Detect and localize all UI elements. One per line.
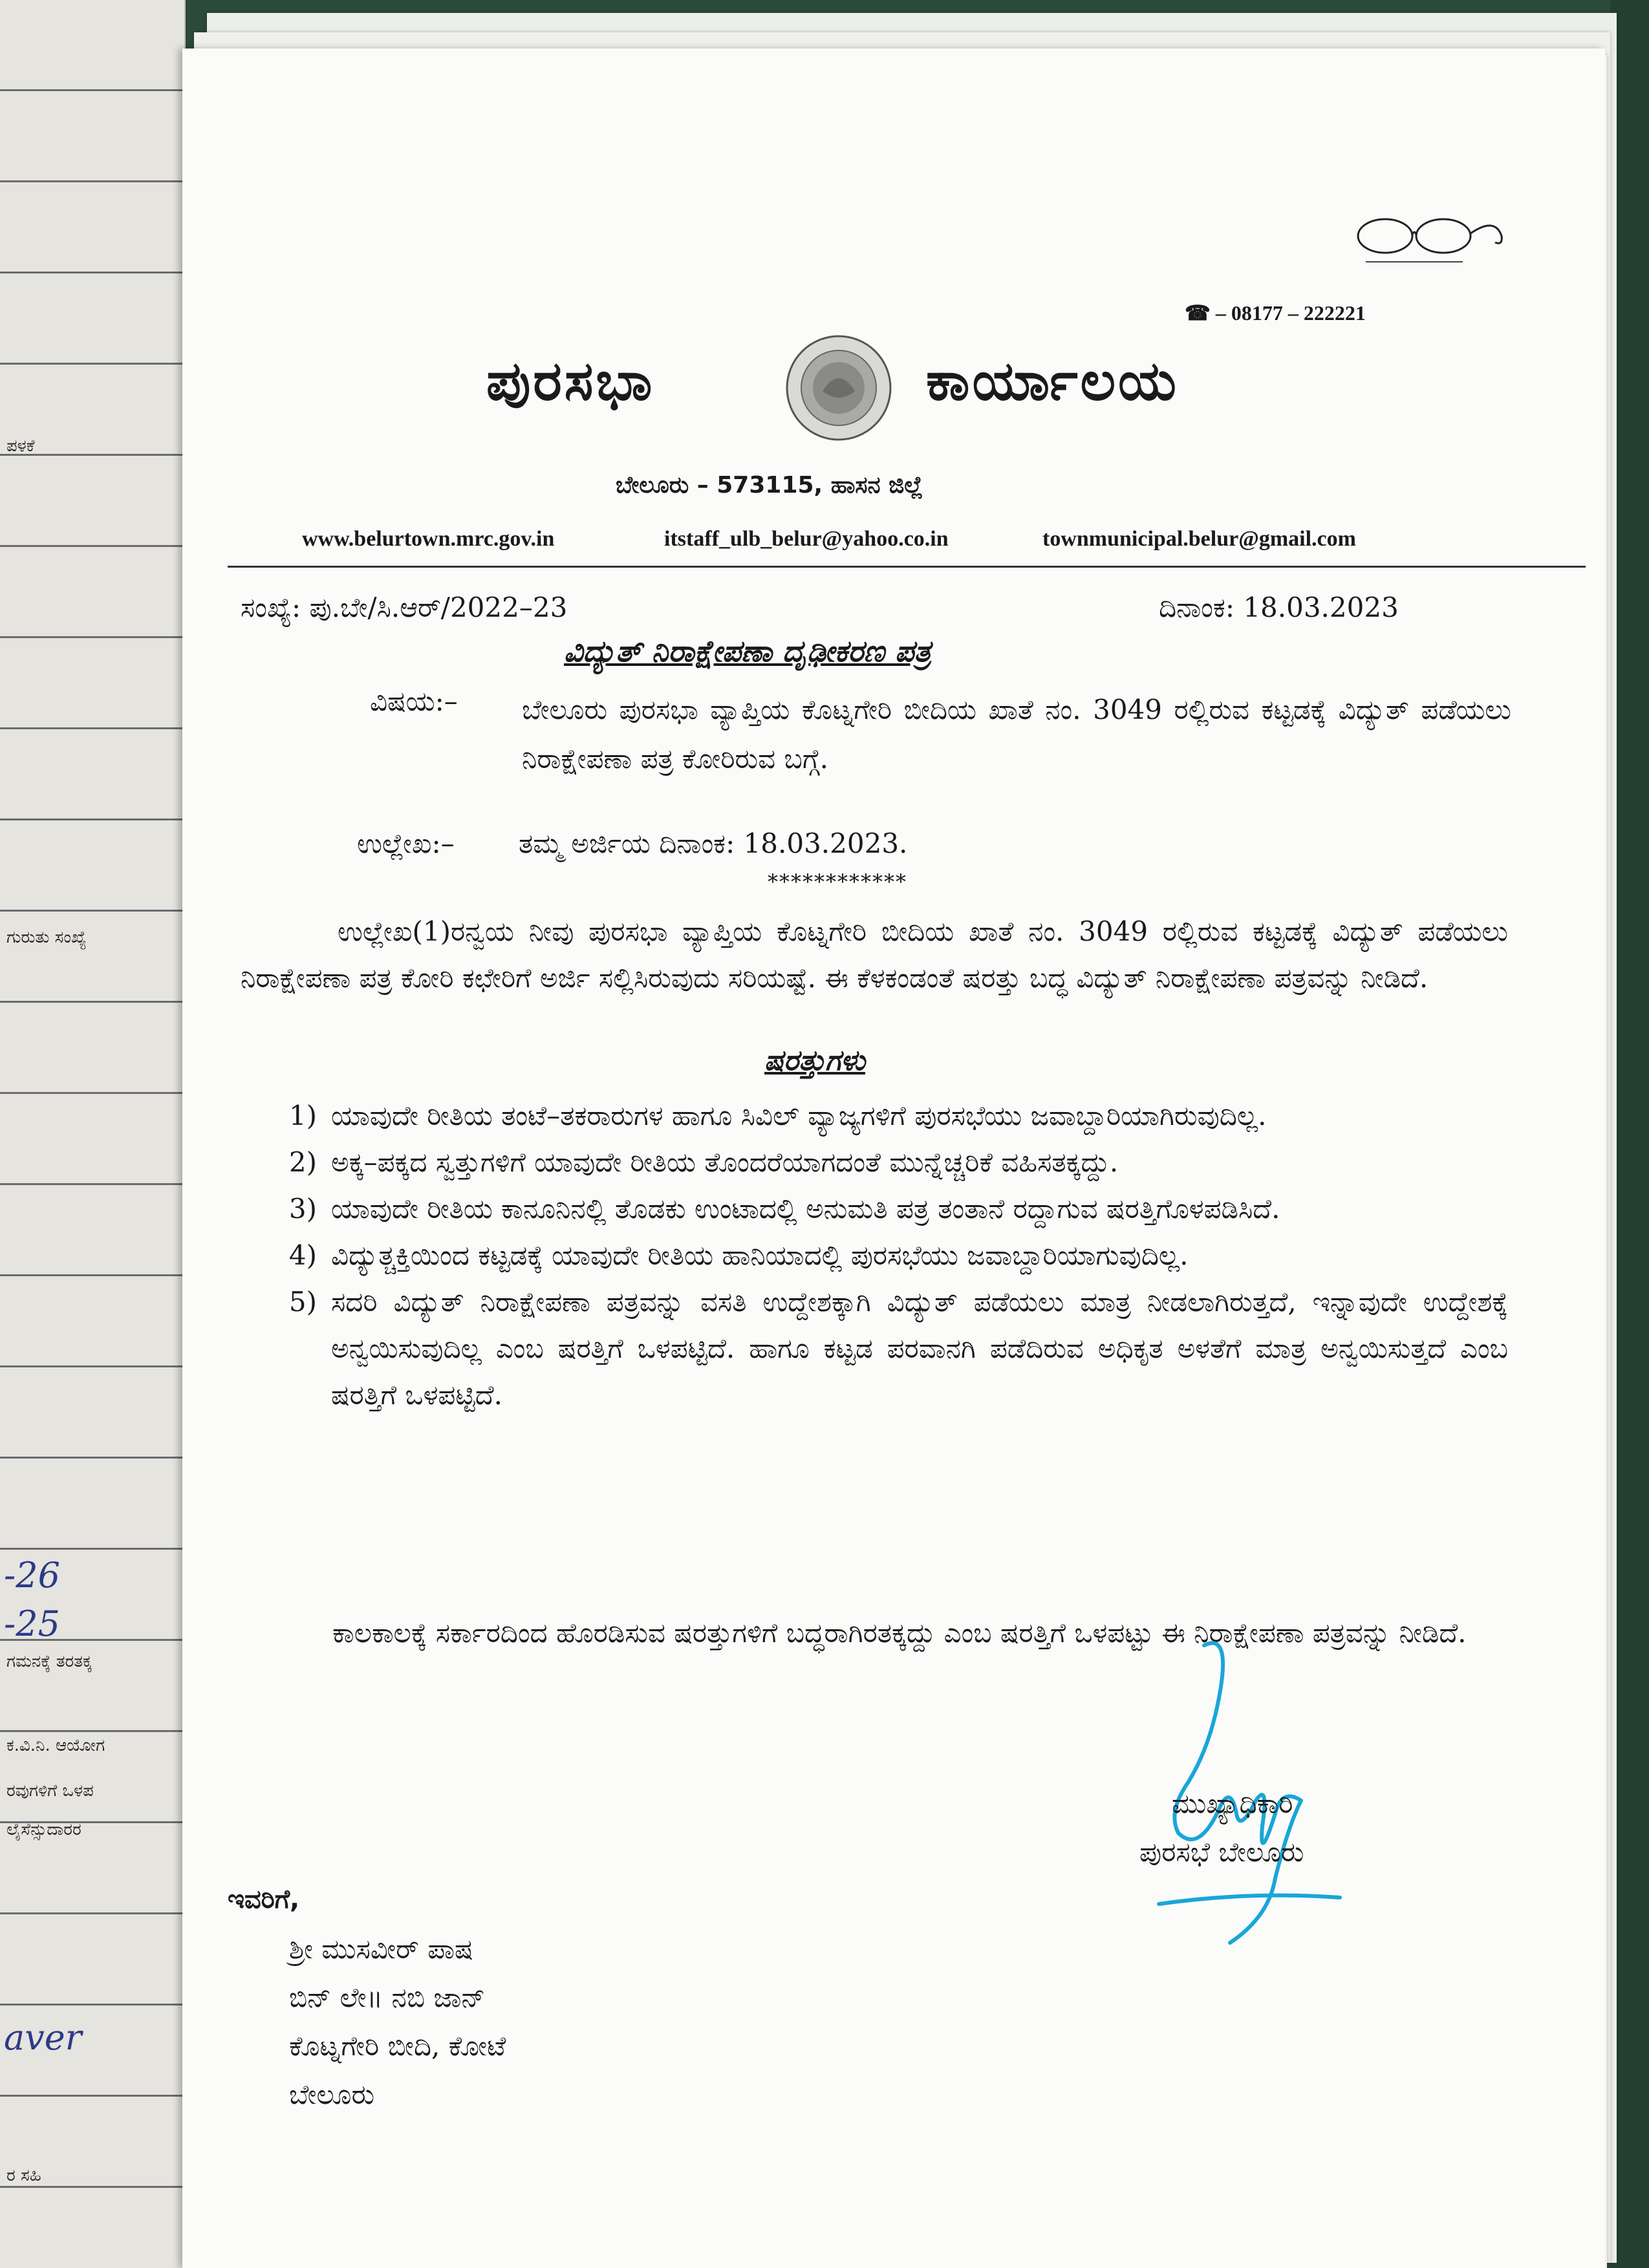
condition-number: 5) [288,1286,317,1318]
ledger-label: ರ ಸಹಿ [6,2166,41,2185]
ledger-label: ಲೈಸೆನ್ಸುದಾರರ [6,1820,81,1839]
swachh-bharat-logo-icon [1340,197,1508,288]
ledger-handwriting: -25 [4,1603,60,1644]
recipient-line: ಬೇಲೂರು [289,2079,375,2110]
recipient-line: ಬಿನ್ ಲೇ॥ ನಬಿ ಜಾನ್ [289,1982,486,2013]
condition-text: ಯಾವುದೇ ರೀತಿಯ ಕಾನೂನಿನಲ್ಲಿ ತೊಡಕು ಉಂಟಾದಲ್ಲಿ ಅನುಮತಿ ಪತ್ರ ತಂತಾನೆ ರದ್ದಾಗುವ ಷರತ್ತಿಗೊಳಪಡಿಸಿದೆ. [331,1193,1280,1225]
signatory-title: ಮುಖ್ಯಾಧಿಕಾರಿ [1172,1788,1293,1819]
letter-page [182,48,1605,2268]
municipal-seal-icon [784,333,894,443]
conditions-list [273,1093,1508,1418]
reference-line-text: ತಮ್ಮ ಅರ್ಜಿಯ ದಿನಾಂಕ: 18.03.2023. [519,828,908,859]
condition-item [273,1232,1508,1279]
ledger-label: ಕ.ವಿ.ನಿ. ಆಯೋಗ [6,1736,105,1755]
reference-line-label: ಉಲ್ಲೇಖ:– [357,828,455,859]
office-email-secondary: townmunicipal.belur@gmail.com [1042,527,1356,551]
condition-number: 1) [288,1100,317,1131]
condition-text: ಅಕ್ಕ–ಪಕ್ಕದ ಸ್ವತ್ತುಗಳಿಗೆ ಯಾವುದೇ ರೀತಿಯ ತೊಂದರೆಯಾಗದಂತೆ ಮುನ್ನೆಚ್ಚರಿಕೆ ವಹಿಸತಕ್ಕದ್ದು. [331,1146,1119,1178]
condition-item [273,1093,1508,1139]
reference-date: ದಿನಾಂಕ: 18.03.2023 [1159,592,1399,623]
subject-label: ವಿಷಯ:– [370,685,458,717]
ledger-label: ಗಮನಕ್ಕೆ ತರತಕ್ಕ [6,1652,92,1671]
condition-number: 4) [288,1239,317,1271]
reference-number: ಸಂಖ್ಯೆ: ಪು.ಬೇ/ಸಿ.ಆರ್/2022–23 [241,592,568,623]
ledger-label: ಪಳಕೆ [6,436,35,456]
office-title-right: ಕಾರ್ಯಾಲಯ [926,349,1179,412]
subject-text: ಬೇಲೂರು ಪುರಸಭಾ ವ್ಯಾಪ್ತಿಯ ಕೊಟ್ನಗೇರಿ ಬೀದಿಯ ಖಾತೆ ನಂ. 3049 ರಲ್ಲಿರುವ ಕಟ್ಟಡಕ್ಕೆ ವಿದ್ಯುತ್ ಪಡೆಯಲು ನಿರಾಕ್ಷೇಪಣಾ ಪತ್ರ ಕೋರಿರುವ ಬಗ್ಗೆ. [522,694,1511,775]
recipient-label: ಇವರಿಗೆ, [228,1885,300,1914]
office-email-primary: itstaff_ulb_belur@yahoo.co.in [664,527,949,551]
header-divider [228,566,1586,568]
ledger-handwriting: -26 [4,1555,60,1596]
condition-number: 3) [288,1193,317,1225]
separator-stars: ************ [768,870,907,894]
recipient-line: ಶ್ರೀ ಮುಸವೀರ್ ಪಾಷ [289,1933,473,1965]
condition-item [273,1279,1508,1418]
condition-item [273,1139,1508,1186]
condition-text: ಯಾವುದೇ ರೀತಿಯ ತಂಟೆ–ತಕರಾರುಗಳ ಹಾಗೂ ಸಿವಿಲ್ ವ್ಯಾಜ್ಯಗಳಿಗೆ ಪುರಸಭೆಯು ಜವಾಬ್ದಾರಿಯಾಗಿರುವುದಿಲ್ಲ. [331,1100,1267,1131]
ledger-label: ರವುಗಳಿಗೆ ಒಳಪ [6,1781,94,1801]
condition-text: ಸದರಿ ವಿದ್ಯುತ್ ನಿರಾಕ್ಷೇಪಣಾ ಪತ್ರವನ್ನು ವಸತಿ ಉದ್ದೇಶಕ್ಕಾಗಿ ವಿದ್ಯುತ್ ಪಡೆಯಲು ಮಾತ್ರ ನೀಡಲಾಗಿರುತ್ತದೆ, ಇನ್ನಾವುದೇ ಉದ್ದೇಶಕ್ಕೆ ಅನ್ವಯಿಸುವುದಿಲ್ಲ ಎಂಬ ಷರತ್ತಿಗೆ ಒಳಪಟ್ಟಿದೆ. ಹಾಗೂ ಕಟ್ಟಡ ಪರವಾನಗಿ ಪಡೆದಿರುವ ಅಧಿಕೃತ ಅಳತೆಗೆ ಮಾತ್ರ ಅನ್ವಯಿಸುತ್ತದೆ ಎಂಬ ಷರತ್ತಿಗೆ ಒಳಪಟ್ಟಿದೆ. [331,1286,1508,1411]
condition-number: 2) [288,1146,317,1178]
body-paragraph: ಉಲ್ಲೇಖ(1)ರನ್ವಯ ನೀವು ಪುರಸಭಾ ವ್ಯಾಪ್ತಿಯ ಕೊಟ್ನಗೇರಿ ಬೀದಿಯ ಖಾತೆ ನಂ. 3049 ರಲ್ಲಿರುವ ಕಟ್ಟಡಕ್ಕೆ ವಿದ್ಯುತ್ ಪಡೆಯಲು ನಿರಾಕ್ಷೇಪಣಾ ಪತ್ರ ಕೋರಿ ಕಛೇರಿಗೆ ಅರ್ಜಿ ಸಲ್ಲಿಸಿರುವುದು ಸರಿಯಷ್ಟೆ. ಈ ಕೆಳಕಂಡಂತೆ ಷರತ್ತು ಬದ್ಧ ವಿದ್ಯುತ್ ನಿರಾಕ್ಷೇಪಣಾ ಪತ್ರವನ್ನು ನೀಡಿದೆ. [241,915,1508,994]
ledger-handwriting: aver [4,2017,82,2058]
document-title: ವಿದ್ಯುತ್ ನಿರಾಕ್ಷೇಪಣಾ ದೃಢೀಕರಣ ಪತ್ರ [564,634,931,669]
ledger-strip [0,0,186,2268]
conditions-heading: ಷರತ್ತುಗಳು [764,1044,865,1077]
office-phone: ☎ – 08177 – 222221 [1185,301,1366,325]
condition-item [273,1186,1508,1232]
closing-paragraph: ಕಾಲಕಾಲಕ್ಕೆ ಸರ್ಕಾರದಿಂದ ಹೊರಡಿಸುವ ಷರತ್ತುಗಳಿಗೆ ಬದ್ಧರಾಗಿರತಕ್ಕದ್ದು ಎಂಬ ಷರತ್ತಿಗೆ ಒಳಪಟ್ಟು ಈ ನಿರಾಕ್ಷೇಪಣಾ ಪತ್ರವನ್ನು ನೀಡಿದೆ. [332,1617,1467,1649]
recipient-line: ಕೊಟ್ನಗೇರಿ ಬೀದಿ, ಕೋಟೆ [289,2030,506,2062]
office-title-left: ಪುರಸಭಾ [486,349,655,412]
condition-text: ವಿದ್ಯುತ್ಚಕ್ತಿಯಿಂದ ಕಟ್ಟಡಕ್ಕೆ ಯಾವುದೇ ರೀತಿಯ ಹಾನಿಯಾದಲ್ಲಿ ಪುರಸಭೆಯು ಜವಾಬ್ದಾರಿಯಾಗುವುದಿಲ್ಲ. [331,1239,1189,1271]
signatory-office: ಪುರಸಭೆ ಬೇಲೂರು [1139,1836,1304,1868]
office-website: www.belurtown.mrc.gov.in [302,527,555,551]
ledger-label: ಗುರುತು ಸಂಖ್ಯೆ [6,928,87,947]
office-address: ಬೇಲೂರು – 573115, ಹಾಸನ ಜಿಲ್ಲೆ [616,472,923,498]
